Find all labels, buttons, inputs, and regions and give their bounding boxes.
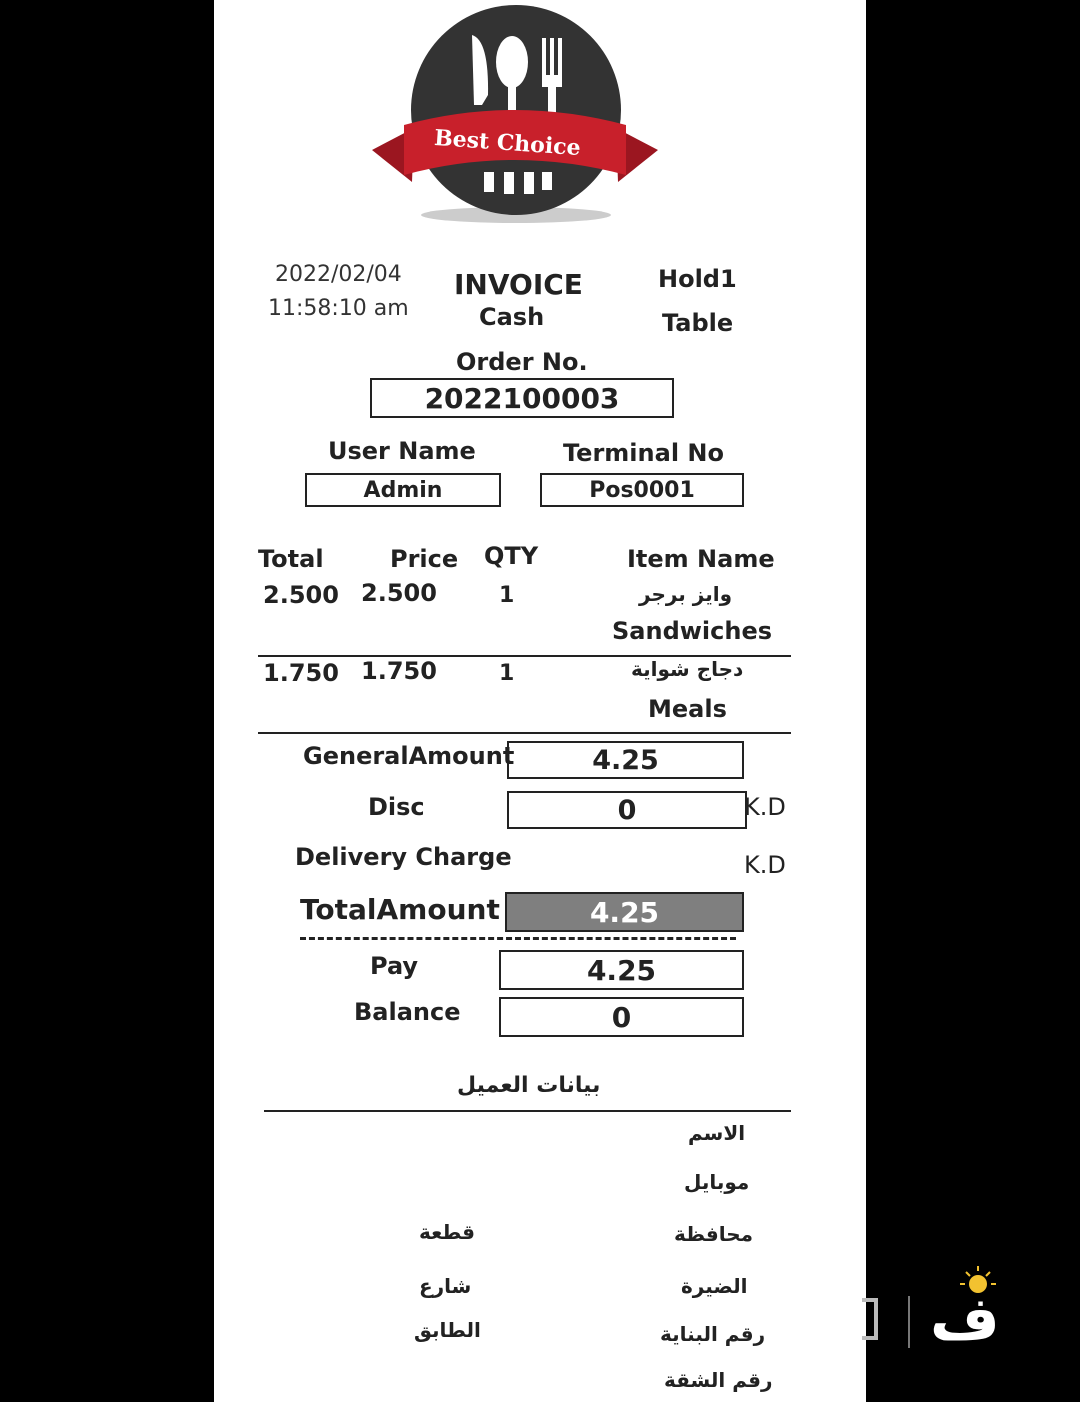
terminal-value: Pos0001 bbox=[589, 477, 695, 503]
general-amount-box bbox=[507, 741, 744, 779]
pay-value: 4.25 bbox=[586, 953, 657, 987]
delivery-unit: K.D bbox=[744, 851, 786, 879]
customer-divider bbox=[264, 1110, 791, 1112]
item-1-total: 2.500 bbox=[263, 581, 339, 609]
customer-street-label: شارع bbox=[419, 1274, 472, 1298]
customer-block-label: قطعة bbox=[419, 1220, 475, 1244]
pay-box bbox=[499, 950, 744, 990]
disc-label: Disc bbox=[368, 793, 425, 821]
item-2-total: 1.750 bbox=[263, 659, 339, 687]
customer-apartment-label: رقم الشقة bbox=[664, 1368, 773, 1392]
item-divider-2 bbox=[258, 732, 791, 734]
balance-box bbox=[499, 997, 744, 1037]
item-1-category: Sandwiches bbox=[612, 617, 773, 645]
terminal-label: Terminal No bbox=[563, 439, 724, 467]
delivery-charge-label: Delivery Charge bbox=[295, 843, 512, 871]
table-label: Table bbox=[662, 309, 734, 337]
general-amount-value: 4.25 bbox=[592, 744, 659, 776]
total-amount-value: 4.25 bbox=[589, 895, 660, 929]
customer-name-label: الاسم bbox=[688, 1121, 746, 1145]
column-price: Price bbox=[390, 545, 459, 573]
logo-text: Best Choice bbox=[433, 124, 582, 162]
order-number-box bbox=[370, 378, 674, 418]
customer-governorate-label: محافظة bbox=[674, 1222, 754, 1246]
item-2-qty: 1 bbox=[499, 661, 515, 686]
customer-area-label: الضيرة bbox=[681, 1274, 748, 1298]
order-number: 2022100003 bbox=[424, 381, 620, 415]
watermark-logo bbox=[862, 1262, 1022, 1362]
invoice-time: 11:58:10 am bbox=[268, 296, 409, 321]
item-2-name: دجاج شواية bbox=[631, 657, 744, 681]
customer-floor-label: الطابق bbox=[414, 1318, 481, 1342]
logo-graphic bbox=[364, 0, 664, 230]
item-1-price: 2.500 bbox=[361, 579, 437, 607]
column-total: Total bbox=[258, 545, 324, 573]
hold-label: Hold1 bbox=[658, 265, 737, 293]
item-1-name: وايز برجر bbox=[639, 582, 733, 606]
column-item-name: Item Name bbox=[627, 545, 775, 573]
item-1-qty: 1 bbox=[499, 583, 515, 608]
invoice-title: INVOICE bbox=[454, 268, 583, 301]
dashed-separator bbox=[300, 937, 736, 940]
receipt-paper bbox=[214, 0, 866, 1402]
disc-unit: K.D bbox=[744, 793, 786, 821]
balance-label: Balance bbox=[354, 998, 461, 1026]
total-amount-box bbox=[505, 892, 744, 932]
balance-value: 0 bbox=[611, 1000, 632, 1034]
total-amount-label: TotalAmount bbox=[300, 893, 500, 926]
customer-mobile-label: موبايل bbox=[684, 1170, 750, 1194]
logo bbox=[364, 0, 664, 230]
watermark-letter: ف bbox=[930, 1284, 1000, 1354]
order-label: Order No. bbox=[456, 348, 588, 376]
disc-value: 0 bbox=[617, 794, 637, 826]
disc-box bbox=[507, 791, 747, 829]
customer-section-title: بيانات العميل bbox=[457, 1073, 601, 1098]
item-2-category: Meals bbox=[648, 695, 727, 723]
column-qty: QTY bbox=[484, 542, 539, 570]
terminal-box bbox=[540, 473, 744, 507]
user-box bbox=[305, 473, 501, 507]
user-value: Admin bbox=[363, 477, 443, 503]
payment-method: Cash bbox=[479, 303, 545, 331]
user-label: User Name bbox=[328, 437, 476, 465]
customer-building-label: رقم البناية bbox=[660, 1322, 766, 1346]
general-amount-label: GeneralAmount bbox=[303, 742, 515, 770]
item-2-price: 1.750 bbox=[361, 657, 437, 685]
pay-label: Pay bbox=[370, 952, 419, 980]
invoice-date: 2022/02/04 bbox=[275, 262, 402, 287]
